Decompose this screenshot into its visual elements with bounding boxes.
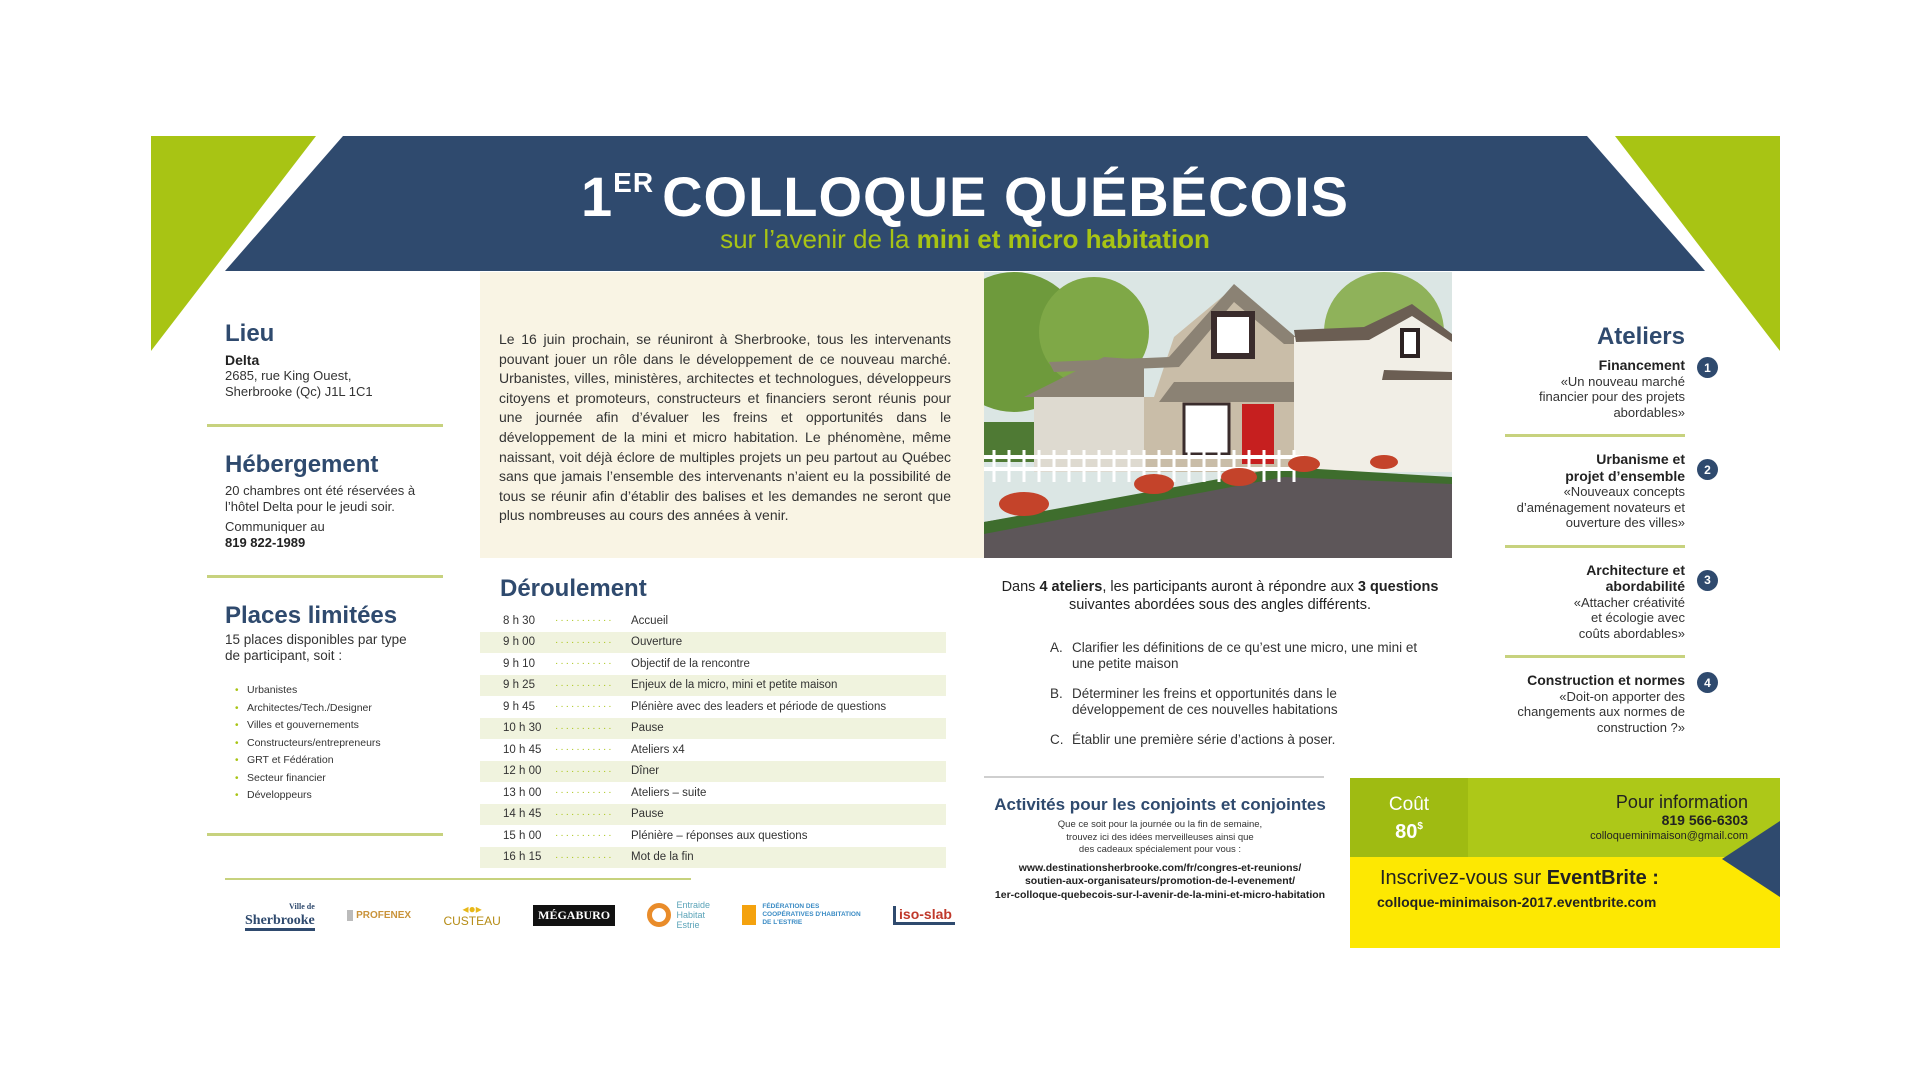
contact-box: Pour information 819 566-6303 colloqueminimaison@gmail.com bbox=[1468, 778, 1768, 857]
hebergement-section bbox=[225, 451, 425, 551]
sponsor-logos bbox=[245, 895, 955, 935]
schedule-time: 15 h 00 bbox=[503, 829, 542, 842]
question-item: C. Établir une première série d’actions à poser. bbox=[1050, 732, 1336, 747]
questions-list bbox=[1050, 640, 1430, 763]
federation-cooperatives-logo: FÉDÉRATION DES COOPÉRATIVES D'HABITATION DE L'ESTRIE bbox=[742, 903, 860, 927]
hebergement-text: 20 chambres ont été réservées à l’hôtel Delta pour le jeudi soir. bbox=[225, 483, 416, 514]
schedule-time: 12 h 00 bbox=[503, 765, 542, 778]
page-title: 1ER COLLOQUE QUÉBÉCOIS bbox=[581, 165, 1349, 228]
schedule-event: Ouverture bbox=[631, 636, 683, 649]
schedule-event: Dîner bbox=[631, 765, 660, 778]
question-item: A. Clarifier les définitions de ce qu’est une micro, une mini et une petite maison bbox=[1050, 640, 1418, 671]
schedule-time: 9 h 00 bbox=[503, 636, 535, 649]
contact-phone[interactable]: 819 566-6303 bbox=[1661, 812, 1748, 828]
schedule-row bbox=[480, 718, 946, 740]
left-column bbox=[225, 320, 425, 836]
schedule-event: Ateliers x4 bbox=[631, 743, 685, 756]
divider bbox=[207, 424, 443, 427]
register-box bbox=[1350, 857, 1780, 948]
header-banner bbox=[225, 136, 1705, 271]
number-badge-icon: 2 bbox=[1697, 459, 1718, 480]
sherbrooke-logo: Ville de Sherbrooke bbox=[245, 900, 315, 931]
venue-address-line1: 2685, rue King Ouest, bbox=[225, 368, 352, 383]
house-icon bbox=[742, 905, 756, 925]
schedule-event: Mot de la fin bbox=[631, 851, 694, 864]
dot-leader: ··········· bbox=[555, 701, 614, 713]
iso-slab-logo: iso -slab bbox=[893, 906, 955, 925]
schedule-section bbox=[480, 575, 946, 880]
schedule-event: Objectif de la rencontre bbox=[631, 657, 750, 670]
places-text: 15 places disponibles par type de participant, soit : bbox=[225, 632, 407, 663]
venue-name: Delta bbox=[225, 352, 260, 368]
megaburo-logo: MÉGABURO bbox=[533, 905, 615, 926]
divider bbox=[984, 776, 1324, 778]
schedule-event: Accueil bbox=[631, 614, 669, 627]
number-badge-icon: 4 bbox=[1697, 672, 1718, 693]
activities-heading: Activités pour les conjoints et conjointes bbox=[994, 795, 1326, 814]
dot-leader: ··········· bbox=[555, 722, 614, 734]
schedule-event: Plénière – réponses aux questions bbox=[631, 829, 808, 842]
list-item: • Villes et gouvernements bbox=[235, 717, 425, 735]
schedule-event: Ateliers – suite bbox=[631, 786, 707, 799]
divider bbox=[1505, 545, 1685, 548]
divider bbox=[207, 575, 443, 578]
dot-leader: ··········· bbox=[555, 636, 614, 648]
atelier-item: 4 Construction et normes «Doit-on apporter des changements aux normes de construction ?» bbox=[1505, 672, 1710, 735]
schedule-row bbox=[480, 696, 946, 718]
atelier-item: 1 Financement «Un nouveau marché financier pour des projets abordables» bbox=[1505, 357, 1710, 420]
dot-leader: ··········· bbox=[555, 830, 614, 842]
schedule-row bbox=[480, 847, 946, 869]
schedule-row bbox=[480, 653, 946, 675]
list-item: • Constructeurs/entrepreneurs bbox=[235, 735, 425, 753]
register-link[interactable]: colloque-minimaison-2017.eventbrite.com bbox=[1377, 894, 1657, 910]
schedule-event: Pause bbox=[631, 808, 664, 821]
houses-illustration bbox=[984, 272, 1452, 558]
questions-intro: Dans 4 ateliers, les participants auront à répondre aux 3 questions suivantes abordées sous des angles différents. bbox=[1001, 579, 1439, 613]
dot-leader: ··········· bbox=[555, 615, 614, 627]
schedule-time: 13 h 00 bbox=[503, 786, 542, 799]
schedule-heading: Déroulement bbox=[500, 575, 647, 602]
list-item: • Secteur financier bbox=[235, 770, 425, 788]
schedule-event: Plénière avec des leaders et période de questions bbox=[631, 700, 887, 713]
schedule-time: 9 h 45 bbox=[503, 700, 535, 713]
schedule-row bbox=[480, 675, 946, 697]
divider bbox=[207, 833, 443, 836]
hebergement-phone: 819 822-1989 bbox=[225, 535, 306, 550]
info-box bbox=[1350, 778, 1780, 948]
schedule-time: 14 h 45 bbox=[503, 808, 542, 821]
page-subtitle: sur l’avenir de la mini et micro habitation bbox=[720, 224, 1210, 254]
places-section bbox=[225, 602, 425, 805]
navy-arrow-triangle bbox=[1722, 821, 1780, 897]
dot-leader: ··········· bbox=[555, 787, 614, 799]
list-item: • Architectes/Tech./Designer bbox=[235, 700, 425, 718]
list-item: • GRT et Fédération bbox=[235, 752, 425, 770]
divider bbox=[1505, 434, 1685, 437]
participant-types-list bbox=[225, 682, 425, 805]
schedule-row bbox=[480, 739, 946, 761]
schedule-time: 9 h 25 bbox=[503, 679, 535, 692]
venue-address-line2: Sherbrooke (Qc) J1L 1C1 bbox=[225, 384, 373, 399]
activities-link[interactable]: www.destinationsherbrooke.com/fr/congres-et-reunions/ soutien-aux-organisateurs/promotion-de-l-evenement/ 1er-colloque-quebecois-sur-l-avenir-de-la-mini-et-micro-habitation bbox=[994, 861, 1326, 901]
custeau-logo: ◂●▸ CUSTEAU bbox=[443, 902, 501, 928]
schedule-row bbox=[480, 610, 946, 632]
schedule-row bbox=[480, 761, 946, 783]
profenex-logo: PROFENEX bbox=[347, 910, 411, 921]
dot-leader: ··········· bbox=[555, 679, 614, 691]
activities-section: Activités pour les conjoints et conjointes Que ce soit pour la journée ou la fin de semaine, trouvez ici des idées merveilleuses ainsi que des cadeaux spécialement pour vous : www.destinationsherbrooke.com/fr/congres-et-reunions/ soutien-aux-organisateurs/promotion-de-l-evenement/ 1er-colloque-quebecois-sur-l-avenir-de-la-mini-et-micro-habitation bbox=[985, 795, 1335, 902]
hebergement-heading: Hébergement bbox=[225, 451, 379, 478]
lieu-heading: Lieu bbox=[225, 320, 275, 347]
schedule-time: 10 h 30 bbox=[503, 722, 542, 735]
intro-paragraph: Le 16 juin prochain, se réuniront à Sherbrooke, tous les intervenants pouvant jouer un rôle dans le développement de ce nouveau marché. Urbanistes, villes, ministères, architectes et technologues, développeurs citoyens et promoteurs, constructeurs et financiers seront réunis pour une journée afin d’évaluer les freins et opportunités dans le développement de la mini et micro habitation. Le phénomène, même naissant, voit déjà éclore de multiples projets un peu partout au Québec sans que jamais l’ensemble des intervenants n’aient eu la possibilité de tous se réunir afin d’établir des balises et les demandes ne seront que plus nombreuses au cours des années à venir. bbox=[499, 331, 951, 524]
contact-email[interactable]: colloqueminimaison@gmail.com bbox=[1590, 830, 1748, 842]
divider bbox=[225, 878, 691, 880]
dot-leader: ··········· bbox=[555, 744, 614, 756]
schedule-row bbox=[480, 782, 946, 804]
ateliers-section bbox=[1505, 323, 1710, 735]
lieu-section bbox=[225, 320, 425, 400]
divider bbox=[1505, 655, 1685, 658]
list-item: • Développeurs bbox=[235, 787, 425, 805]
schedule-event: Pause bbox=[631, 722, 664, 735]
dot-leader: ··········· bbox=[555, 658, 614, 670]
schedule-time: 9 h 10 bbox=[503, 657, 535, 670]
ateliers-heading: Ateliers bbox=[1596, 323, 1685, 350]
list-item: • Urbanistes bbox=[235, 682, 425, 700]
places-heading: Places limitées bbox=[225, 602, 398, 629]
dot-leader: ··········· bbox=[555, 851, 614, 863]
dot-leader: ··········· bbox=[555, 808, 614, 820]
cost-value: 80$ bbox=[1395, 821, 1423, 843]
spiral-icon bbox=[647, 903, 671, 927]
hebergement-contact-label: Communiquer au bbox=[225, 519, 325, 534]
schedule-row bbox=[480, 632, 946, 654]
cost-box: Coût 80$ bbox=[1350, 778, 1468, 857]
intro-box bbox=[480, 272, 985, 558]
number-badge-icon: 1 bbox=[1697, 357, 1718, 378]
atelier-item: 3 Architecture et abordabilité «Attacher créativité et écologie avec coûts abordables» bbox=[1505, 562, 1710, 642]
number-badge-icon: 3 bbox=[1697, 570, 1718, 591]
atelier-item: 2 Urbanisme et projet d’ensemble «Nouveaux concepts d’aménagement novateurs et ouverture des villes» bbox=[1505, 451, 1710, 531]
schedule-row bbox=[480, 825, 946, 847]
dot-leader: ··········· bbox=[555, 765, 614, 777]
schedule-row bbox=[480, 804, 946, 826]
schedule-time: 10 h 45 bbox=[503, 743, 542, 756]
schedule-time: 8 h 30 bbox=[503, 614, 535, 627]
schedule-event: Enjeux de la micro, mini et petite maison bbox=[631, 679, 838, 692]
entraide-habitat-logo: Entraide Habitat Estrie bbox=[647, 900, 710, 930]
register-label: Inscrivez-vous sur EventBrite : bbox=[1380, 867, 1659, 889]
question-item: B. Déterminer les freins et opportunités dans le développement de ces nouvelles habitations bbox=[1050, 686, 1338, 717]
schedule-time: 16 h 15 bbox=[503, 851, 542, 864]
